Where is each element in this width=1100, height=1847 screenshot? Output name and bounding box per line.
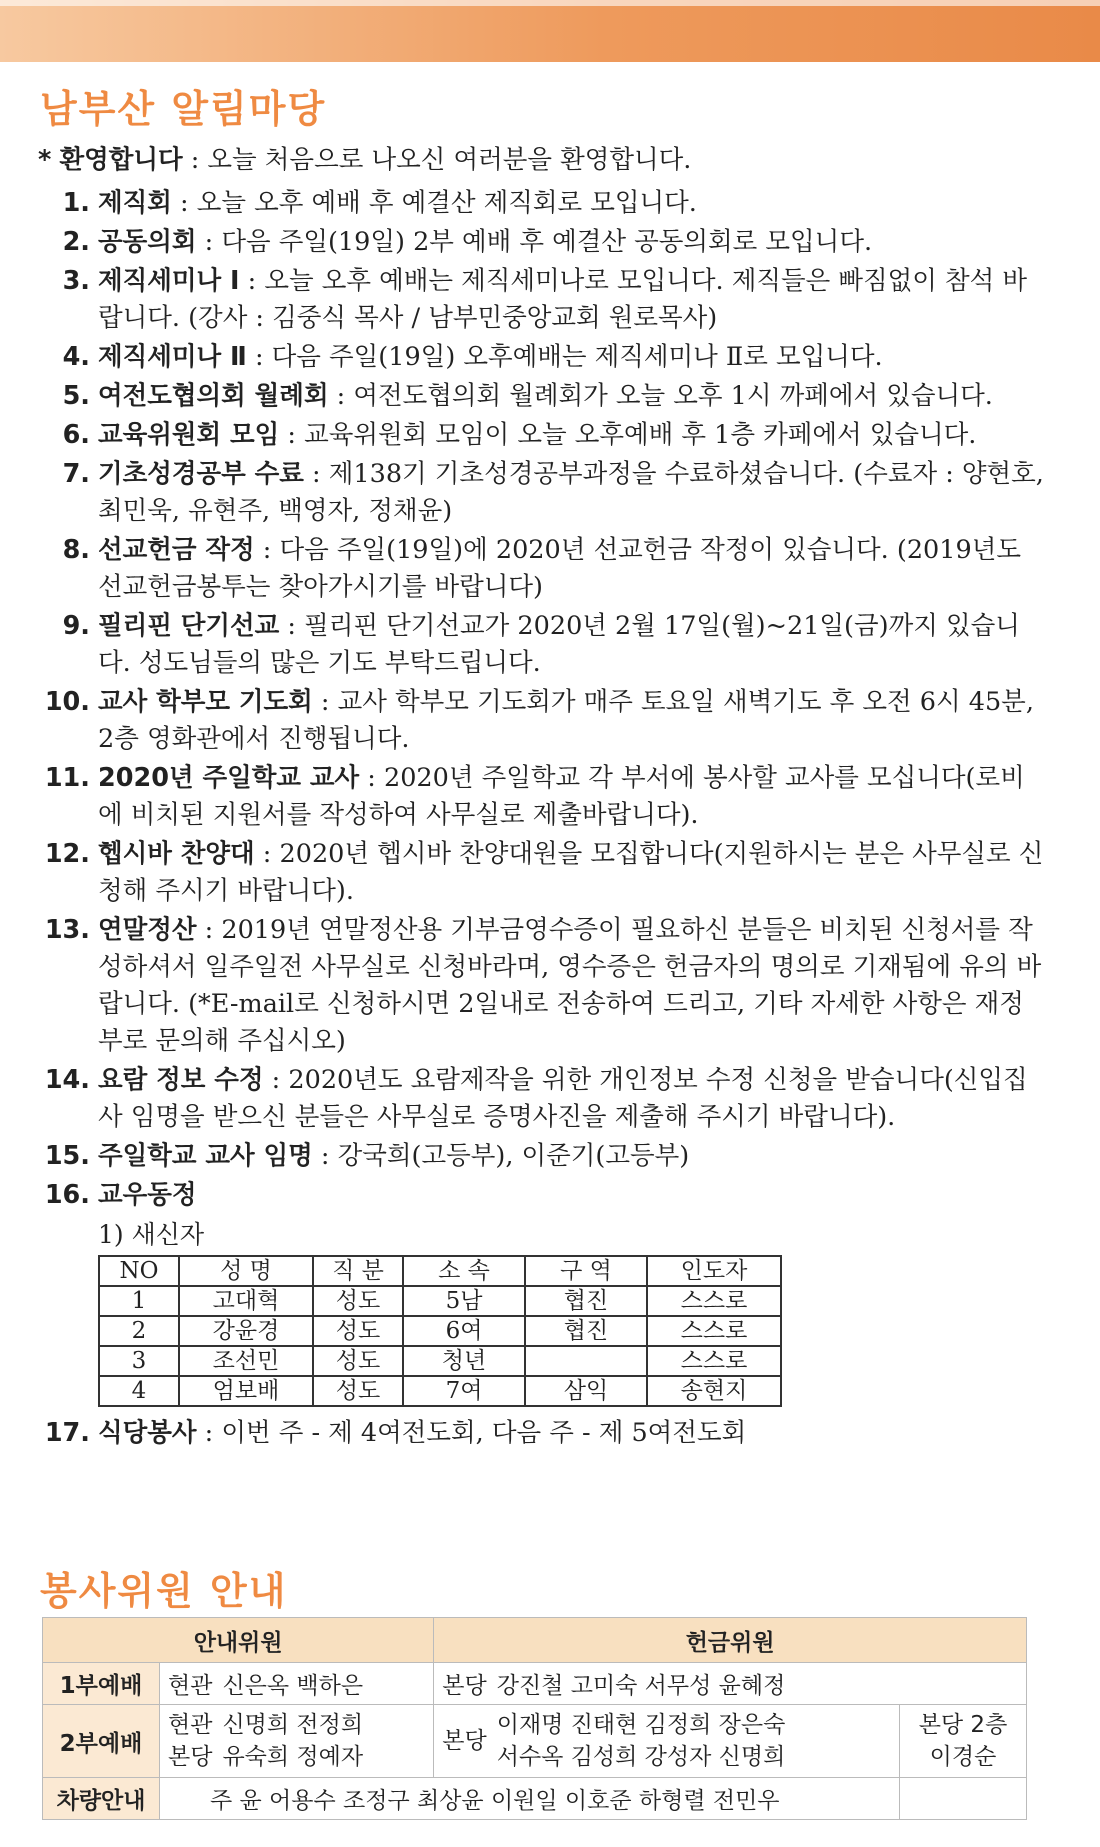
items-container xyxy=(38,185,1048,1175)
notice-list xyxy=(38,142,1048,1454)
guide-place: 본당 xyxy=(168,1744,213,1770)
item-heading: 주일학교 교사 임명 xyxy=(98,1141,313,1171)
empty-cell xyxy=(900,1778,1027,1820)
item-heading: 교육위원회 모임 xyxy=(98,420,280,450)
table-row xyxy=(99,1376,781,1406)
extra-name: 이경순 xyxy=(929,1744,997,1770)
guide-place: 현관 xyxy=(168,1712,213,1738)
offering-names-line1: 이재명 진태현 김정희 장은숙 xyxy=(496,1712,786,1738)
table-row xyxy=(99,1346,781,1376)
notice-item-2 xyxy=(38,224,1048,261)
item-text: : 오늘 오후 예배는 제직세미나로 모입니다. 제직들은 빠짐없이 참석 바랍니다. (강사 : 김중식 목사 / 남부민중앙교회 원로목사) xyxy=(98,266,1028,333)
table-cell: 성도 xyxy=(313,1316,403,1346)
table-cell: 스스로 xyxy=(647,1346,781,1376)
table-cell: 성도 xyxy=(313,1286,403,1316)
table-cell: 조선민 xyxy=(179,1346,313,1376)
table-cell: 협진 xyxy=(525,1286,647,1316)
item-number: 2. xyxy=(62,227,90,257)
item-text: : 여전도협의회 월례회가 오늘 오후 1시 까페에서 있습니다. xyxy=(328,381,993,411)
notice-item-17 xyxy=(38,1415,1048,1452)
item-text: : 이번 주 - 제 4여전도회, 다음 주 - 제 5여전도회 xyxy=(196,1418,747,1448)
table-cell: 7여 xyxy=(403,1376,525,1406)
offering-names: 강진철 고미숙 서무성 윤혜정 xyxy=(496,1673,786,1699)
item-text: : 오늘 오후 예배 후 예결산 제직회로 모입니다. xyxy=(171,188,697,218)
item-number: 13. xyxy=(44,915,90,945)
table-header-row xyxy=(99,1256,781,1286)
section-title-volunteers: 봉사위원 안내 xyxy=(40,1569,288,1613)
table-cell: 6여 xyxy=(403,1316,525,1346)
table-cell: 성도 xyxy=(313,1346,403,1376)
new-members-table xyxy=(98,1255,782,1407)
column-header: 성 명 xyxy=(179,1256,313,1286)
asterisk-icon: * xyxy=(38,145,52,175)
welcome-label: 환영합니다 xyxy=(59,145,183,175)
notice-item-14 xyxy=(38,1062,1048,1136)
item-number: 6. xyxy=(62,420,90,450)
extra-place: 본당 2층 xyxy=(918,1712,1008,1738)
item-number: 15. xyxy=(44,1141,90,1171)
parking-guide-names: 주 윤 어용수 조정구 최상윤 이원일 이호준 하형렬 전민우 xyxy=(160,1778,900,1820)
table-cell: 성도 xyxy=(313,1376,403,1406)
table-cell: 고대혁 xyxy=(179,1286,313,1316)
item-number: 7. xyxy=(62,459,90,489)
volunteer-table xyxy=(42,1617,1027,1820)
item-text: : 2020년 헵시바 찬양대원을 모집합니다(지원하시는 분은 사무실로 신청해 주시기 바랍니다). xyxy=(98,839,1044,906)
item-heading: 교사 학부모 기도회 xyxy=(98,687,313,717)
column-header: NO xyxy=(99,1256,179,1286)
item-heading: 2020년 주일학교 교사 xyxy=(98,763,360,793)
service-2-offering xyxy=(434,1705,900,1778)
notice-item-6 xyxy=(38,417,1048,454)
table-cell: 스스로 xyxy=(647,1286,781,1316)
welcome-text: : 오늘 처음으로 나오신 여러분을 환영합니다. xyxy=(182,145,692,175)
notice-item-1 xyxy=(38,185,1048,222)
parking-guide-label: 차량안내 xyxy=(43,1778,160,1820)
item-number: 1. xyxy=(62,188,90,218)
table-row xyxy=(99,1286,781,1316)
column-header: 직 분 xyxy=(313,1256,403,1286)
item-heading: 필리핀 단기선교 xyxy=(98,611,280,641)
item-text: : 강국희(고등부), 이준기(고등부) xyxy=(312,1141,690,1171)
table-cell: 강윤경 xyxy=(179,1316,313,1346)
item-heading: 연말정산 xyxy=(98,915,197,945)
table-cell: 4 xyxy=(99,1376,179,1406)
section-title-notices: 남부산 알림마당 xyxy=(40,87,327,131)
item-heading: 여전도협의회 월례회 xyxy=(98,381,329,411)
item-number: 9. xyxy=(62,611,90,641)
table-cell: 3 xyxy=(99,1346,179,1376)
item-text: : 교육위원회 모임이 오늘 오후예배 후 1층 카페에서 있습니다. xyxy=(279,420,977,450)
guide-place: 현관 xyxy=(168,1673,213,1699)
offering-place: 본당 xyxy=(442,1728,487,1754)
volunteer-table-wrap xyxy=(42,1617,1027,1820)
item-text: : 2019년 연말정산용 기부금영수증이 필요하신 분들은 비치된 신청서를 작성하셔서 일주일전 사무실로 신청바라며, 영수증은 헌금자의 명의로 기재됨에 유의 바랍니다. (*E-mail로 신청하시면 2일내로 전송하여 드리고, 기타 자세한 사항은 재정부로 문의해 주십시오) xyxy=(98,915,1042,1056)
item-heading: 식당봉사 xyxy=(98,1418,197,1448)
notice-item-16 xyxy=(38,1177,1048,1214)
table-cell: 협진 xyxy=(525,1316,647,1346)
welcome-line xyxy=(38,142,1048,179)
column-header: 인도자 xyxy=(647,1256,781,1286)
item-text: : 교사 학부모 기도회가 매주 토요일 새벽기도 후 오전 6시 45분, 2층 영화관에서 진행됩니다. xyxy=(98,687,1034,754)
service-2-label: 2부예배 xyxy=(43,1705,160,1778)
item-heading: 공동의회 xyxy=(98,227,197,257)
guide-names: 유숙희 정예자 xyxy=(222,1744,364,1770)
item-text: : 다음 주일(19일) 2부 예배 후 예결산 공동의회로 모입니다. xyxy=(196,227,873,257)
top-banner xyxy=(0,0,1100,62)
notice-item-4 xyxy=(38,339,1048,376)
table-cell: 엄보배 xyxy=(179,1376,313,1406)
item-heading: 제직회 xyxy=(98,188,172,218)
notice-item-7 xyxy=(38,456,1048,530)
item-text: : 필리핀 단기선교가 2020년 2월 17일(월)~21일(금)까지 있습니다. 성도님들의 많은 기도 부탁드립니다. xyxy=(98,611,1020,678)
notice-item-5 xyxy=(38,378,1048,415)
item-number: 17. xyxy=(44,1418,90,1448)
item-number: 5. xyxy=(62,381,90,411)
table-row xyxy=(99,1316,781,1346)
item-number: 4. xyxy=(62,342,90,372)
item-number: 3. xyxy=(62,266,90,296)
item-number: 8. xyxy=(62,535,90,565)
table-cell: 송현지 xyxy=(647,1376,781,1406)
item-number: 14. xyxy=(44,1065,90,1095)
guide-committee-header: 안내위원 xyxy=(43,1618,434,1663)
table-cell: 5남 xyxy=(403,1286,525,1316)
item-number: 10. xyxy=(44,687,90,717)
item-text: : 2020년도 요람제작을 위한 개인정보 수정 신청을 받습니다(신입집사 임명을 받으신 분들은 사무실로 증명사진을 제출해 주시기 바랍니다). xyxy=(98,1065,1028,1132)
item-text: : 제138기 기초성경공부과정을 수료하셨습니다. (수료자 : 양현호, 최민욱, 유현주, 백영자, 정채윤) xyxy=(98,459,1044,526)
table-cell: 2 xyxy=(99,1316,179,1346)
item-number: 12. xyxy=(44,839,90,869)
offering-committee-header: 헌금위원 xyxy=(434,1618,1027,1663)
item-text: : 2020년 주일학교 각 부서에 봉사할 교사를 모십니다(로비에 비치된 지원서를 작성하여 사무실로 제출바랍니다). xyxy=(98,763,1025,830)
item-heading: 선교헌금 작정 xyxy=(98,535,255,565)
notice-item-12 xyxy=(38,836,1048,910)
notice-item-10 xyxy=(38,684,1048,758)
table-cell: 1 xyxy=(99,1286,179,1316)
column-header: 소 속 xyxy=(403,1256,525,1286)
service-1-label: 1부예배 xyxy=(43,1663,160,1705)
new-members-subtitle: 1) 새신자 xyxy=(98,1220,205,1249)
item-heading: 제직세미나 Ⅱ xyxy=(98,342,247,372)
table-cell: 청년 xyxy=(403,1346,525,1376)
offering-names-line2: 서수옥 김성희 강성자 신명희 xyxy=(496,1744,786,1770)
notice-item-9 xyxy=(38,608,1048,682)
item-text: : 다음 주일(19일) 오후예배는 제직세미나 Ⅱ로 모입니다. xyxy=(246,342,883,372)
item-number: 16. xyxy=(44,1180,90,1210)
service-2-guides xyxy=(160,1705,434,1778)
item-heading: 요람 정보 수정 xyxy=(98,1065,264,1095)
service-1-guides xyxy=(160,1663,434,1705)
notice-item-11 xyxy=(38,760,1048,834)
table-cell xyxy=(525,1346,647,1376)
notice-item-8 xyxy=(38,532,1048,606)
offering-place: 본당 xyxy=(442,1673,487,1699)
item-heading: 헵시바 찬양대 xyxy=(98,839,255,869)
banner-strip xyxy=(0,0,1100,6)
item-heading: 제직세미나 Ⅰ xyxy=(98,266,240,296)
item-text: : 다음 주일(19일)에 2020년 선교헌금 작정이 있습니다. (2019년도 선교헌금봉투는 찾아가시기를 바랍니다) xyxy=(98,535,1021,602)
guide-names: 신은옥 백하은 xyxy=(222,1673,364,1699)
service-2-extra xyxy=(900,1705,1027,1778)
table-cell: 삼익 xyxy=(525,1376,647,1406)
notice-item-3 xyxy=(38,263,1048,337)
notice-item-15 xyxy=(38,1138,1048,1175)
item-heading: 기초성경공부 수료 xyxy=(98,459,304,489)
item-number: 11. xyxy=(44,763,90,793)
item-heading: 교우동정 xyxy=(98,1180,197,1210)
guide-names: 신명희 전정희 xyxy=(222,1712,364,1738)
service-1-offering xyxy=(434,1663,1027,1705)
table-cell: 스스로 xyxy=(647,1316,781,1346)
column-header: 구 역 xyxy=(525,1256,647,1286)
notice-item-13 xyxy=(38,912,1048,1060)
